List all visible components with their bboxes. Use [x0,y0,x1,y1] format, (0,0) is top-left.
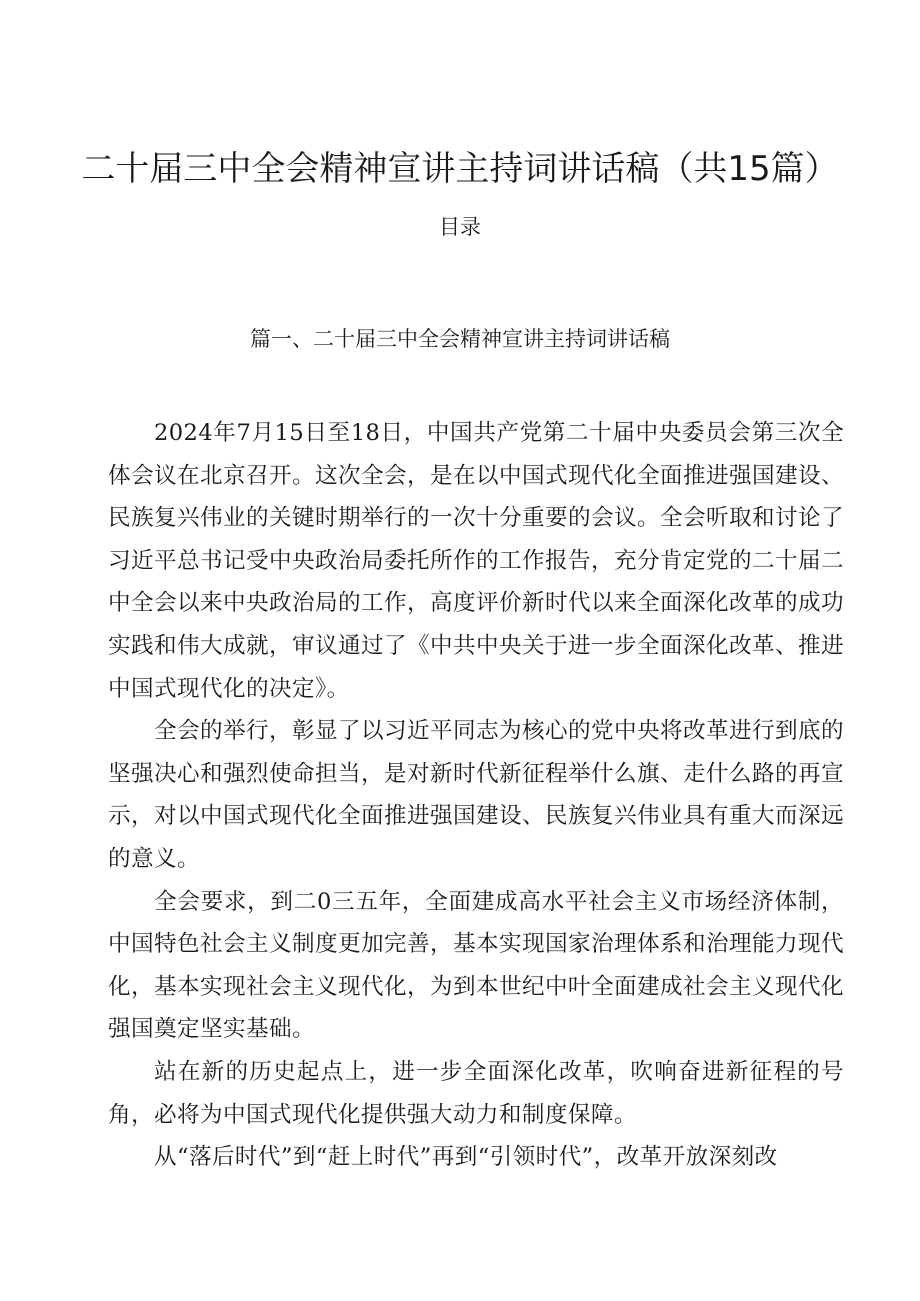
toc-heading: 目录 [439,215,481,239]
paragraph-2: 全会的举行，彰显了以习近平同志为核心的党中央将改革进行到底的坚强决心和强烈使命担当，是对新时代新征程举什么旗、走什么路的再宣示，对以中国式现代化全面推进强国建设、民族复兴伟业具有重大而深远的意义。 [108,718,844,872]
document-title: 二十届三中全会精神宣讲主持词讲话稿（共15篇） [81,148,839,189]
paragraph-4: 站在新的历史起点上，进一步全面深化改革，吹响奋进新征程的号角，必将为中国式现代化提供强大动力和制度保障。 [108,1058,844,1128]
paragraph-5: 从“落后时代”到“赶上时代”再到“引领时代”，改革开放深刻改 [154,1144,778,1171]
paragraph-1: 2024年7月15日至18日，中国共产党第二十届中央委员会第三次全体会议在北京召开。这次全会，是在以中国式现代化全面推进强国建设、民族复兴伟业的关键时期举行的一次十分重要的会议。全会听取和讨论了习近平总书记受中央政治局委托所作的工作报告，充分肯定党的二十届二中全会以来中央政治局的工作，高度评价新时代以来全面深化改革的成功实践和伟大成就，审议通过了《中共中央关于进一步全面深化改革、推进中国式现代化的决定》。 [108,420,844,702]
body-text [108,412,844,1179]
section-heading: 篇一、二十届三中全会精神宣讲主持词讲话稿 [250,327,670,351]
paragraph-3: 全会要求，到二0三五年，全面建成高水平社会主义市场经济体制，中国特色社会主义制度更加完善，基本实现国家治理体系和治理能力现代化，基本实现社会主义现代化，为到本世纪中叶全面建成社会主义现代化强国奠定坚实基础。 [108,888,844,1043]
